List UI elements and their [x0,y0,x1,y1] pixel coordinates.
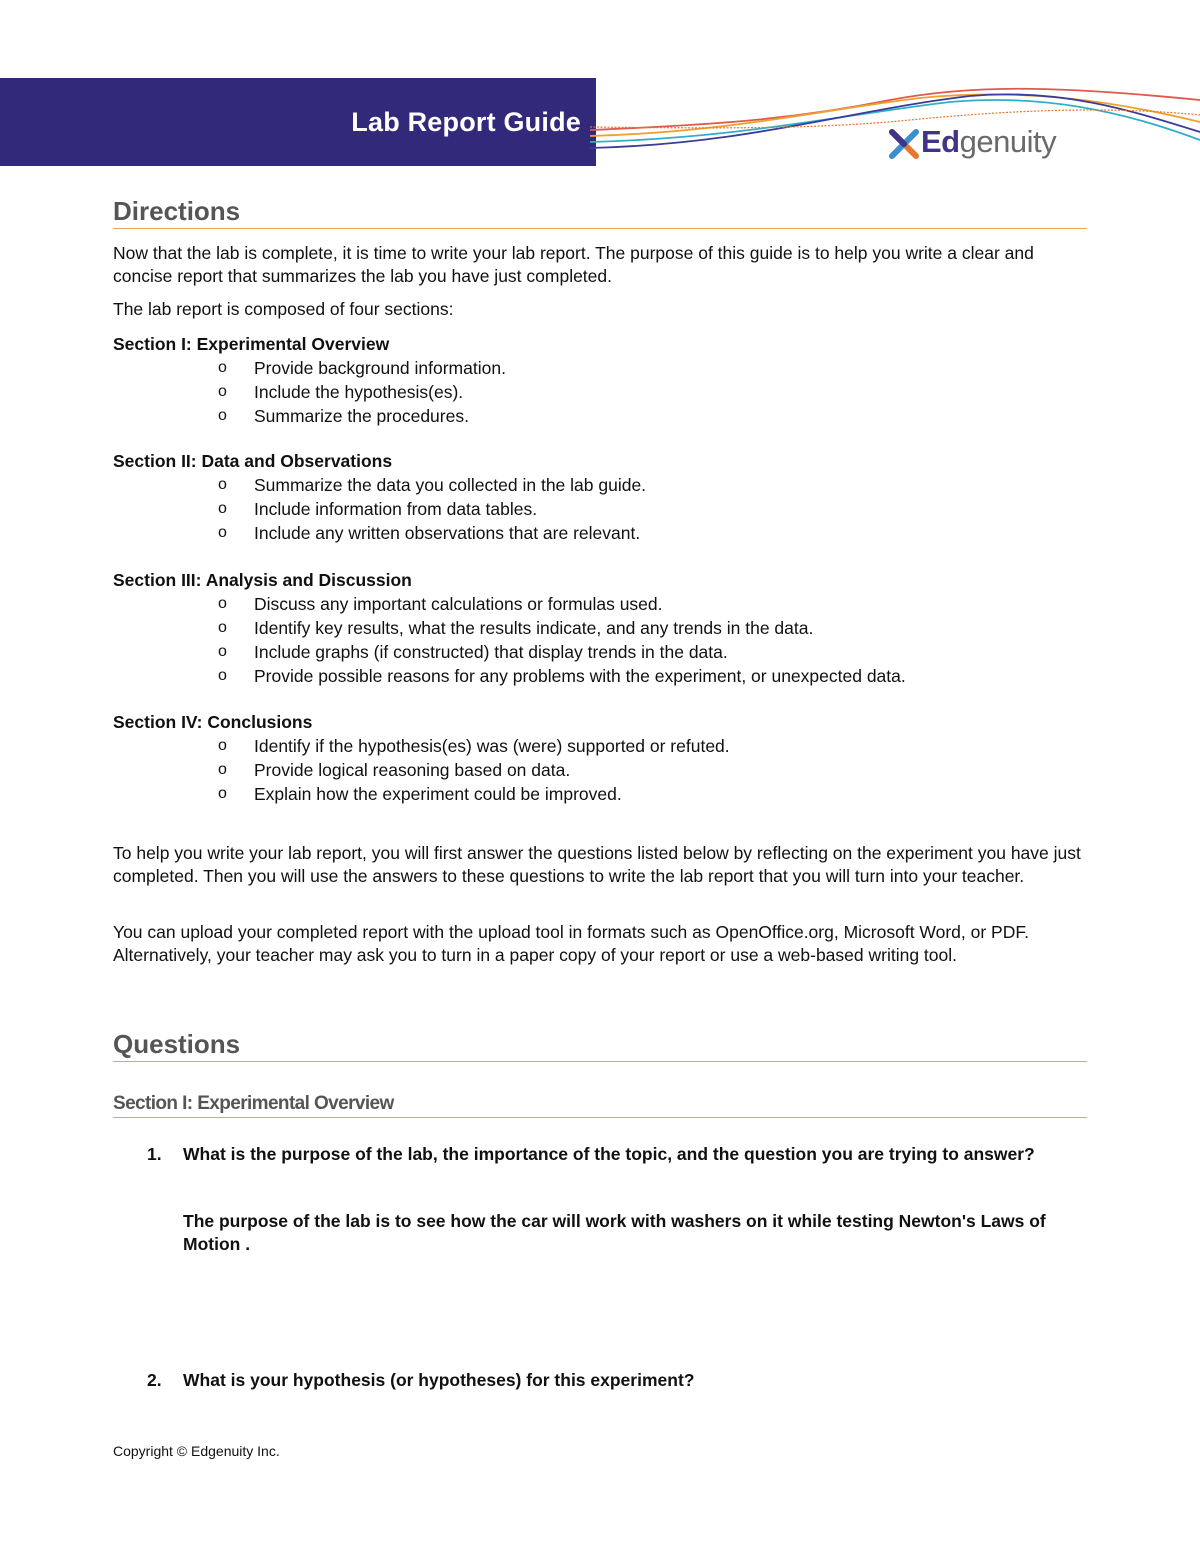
list-item: o Identify key results, what the results indicate, and any trends in the data. [218,618,814,638]
question-2: 2. What is your hypothesis (or hypotheses) for this experiment? [147,1370,695,1390]
section-3-title: Section III: Analysis and Discussion [113,570,412,590]
logo-ed: Ed [921,124,960,159]
edgenuity-x-logo-icon [888,128,920,160]
header-banner [0,78,596,166]
logo-genuity: genuity [959,124,1057,159]
directions-composed: The lab report is composed of four sections: [113,299,454,319]
list-item: o Summarize the procedures. [218,406,469,426]
directions-help: To help you write your lab report, you will first answer the questions listed below by reflecting on the experiment you have just completed. Then you will use the answers to these questions to write the lab report that you will turn into your teacher. [113,843,1081,886]
directions-intro: Now that the lab is complete, it is time to write your lab report. The purpose of this guide is to help you write a clear and concise report that summarizes the lab you have just completed. [113,243,1034,286]
questions-section-heading: Section I: Experimental Overview [113,1093,1087,1118]
copyright: Copyright © Edgenuity Inc. [113,1443,280,1459]
section-2-title: Section II: Data and Observations [113,451,393,471]
section-4-bullets [218,734,730,806]
question-1: 1. What is the purpose of the lab, the importance of the topic, and the question you are trying to answer? [147,1144,1035,1164]
list-item: o Identify if the hypothesis(es) was (were) supported or refuted. [218,736,730,756]
list-item: o Include any written observations that are relevant. [218,523,641,543]
section-3-bullets [218,592,906,688]
list-item: o Provide possible reasons for any problems with the experiment, or unexpected data. [218,666,906,686]
list-item: o Discuss any important calculations or formulas used. [218,594,663,614]
list-item: o Summarize the data you collected in the lab guide. [218,475,647,495]
section-1-bullets [218,356,506,428]
list-item: o Explain how the experiment could be improved. [218,784,622,804]
directions-upload: You can upload your completed report with the upload tool in formats such as OpenOffice.org, Microsoft Word, or PDF. Alternatively, your teacher may ask you to turn in a paper copy of your report or use a web-based writing tool. [113,922,1029,965]
directions-heading: Directions [113,196,1087,229]
section-2-bullets [218,473,646,545]
list-item: o Include graphs (if constructed) that display trends in the data. [218,642,728,662]
logo-wordmark [921,124,1056,160]
list-item: o Provide background information. [218,358,506,378]
questions-heading: Questions [113,1029,1087,1062]
section-1-title: Section I: Experimental Overview [113,334,390,354]
list-item: o Include information from data tables. [218,499,538,519]
page-title: Lab Report Guide [351,107,581,137]
section-4-title: Section IV: Conclusions [113,712,313,732]
list-item: o Provide logical reasoning based on data. [218,760,571,780]
answer-1: The purpose of the lab is to see how the car will work with washers on it while testing Newton's Laws of Motion . [183,1211,1046,1254]
list-item: o Include the hypothesis(es). [218,382,464,402]
